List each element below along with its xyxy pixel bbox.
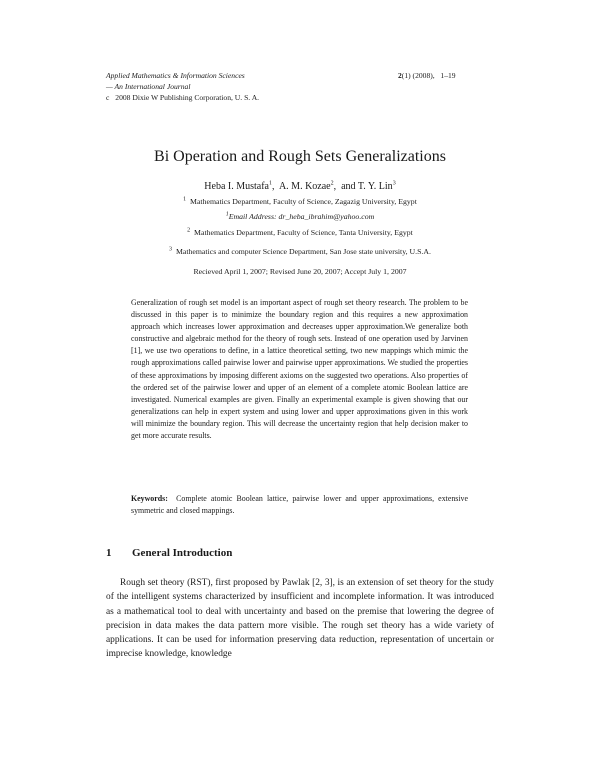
affiliation-2-sup: 2	[187, 227, 191, 234]
affiliation-1-sup: 1	[183, 196, 187, 203]
author-2: A. M. Kozae	[278, 181, 331, 192]
section-heading	[106, 547, 232, 559]
keywords-text: Complete atomic Boolean lattice, pairwise lower and upper approximations, extensive symmetric and closed mappings.	[131, 494, 468, 516]
email-line	[0, 212, 600, 221]
affiliation-3-text: Mathematics and computer Science Department, San Jose state university, U.S.A.	[175, 247, 431, 256]
issue-year: (1) (2008),	[401, 71, 435, 80]
journal-name: Applied Mathematics & Information Sciences	[106, 71, 245, 80]
page-range: 1–19	[440, 71, 456, 80]
email-sup: 1	[225, 211, 229, 218]
author-3: and T. Y. Lin	[341, 181, 393, 192]
received-dates: Recieved April 1, 2007; Revised June 20, 2007; Accept July 1, 2007	[193, 267, 407, 276]
author-3-sup: 3	[392, 180, 396, 187]
email-text: Email Address: dr_heba_ibrahim@yahoo.com	[228, 212, 375, 221]
section-body	[106, 576, 494, 662]
keywords-label: Keywords:	[131, 494, 168, 503]
affiliation-2	[0, 228, 600, 237]
volume-number: 2	[398, 71, 402, 80]
section-title: General Introduction	[132, 547, 233, 559]
volume-info	[398, 71, 456, 82]
affiliation-1-text: Mathematics Department, Faculty of Science, Zagazig University, Egypt	[190, 197, 417, 206]
abstract: Generalization of rough set model is an important aspect of rough set theory research. The problem to be discussed in this paper is to minimize the boundary region and this requires a new approximation approach which increases lower approximation and decreases upper approximation.We generalize both constructive and algebraic method for the theory of rough sets. Instead of one operation used by Jarvinen [1], we use two operations to define, in a lattice theoretical setting, two new mappings which mimic the rough approximations called pairwise lower and pairwise upper approximations. We studied the properties of these approximations by imposing different axioms on the suggested two operations. Also properties of the ordered set of the pairwise lower and upper of an element of a complete atomic Boolean lattice are investigated. Numerical examples are given. Finally an experimental example is given showing that our generalizations can help in expert system and using lower and upper approximations given in this work will minimize the boundary region. This will decrease the uncertainty region that help decision maker to get more accurate results.	[131, 298, 468, 441]
author-2-sup: 2	[330, 180, 334, 187]
copyright-line: c⃝2008 Dixie W Publishing Corporation, U. S. A.	[106, 93, 260, 102]
paper-title: Bi Operation and Rough Sets Generalizations	[154, 148, 446, 165]
affiliation-1	[0, 197, 600, 206]
affiliation-2-text: Mathematics Department, Faculty of Science, Tanta University, Egypt	[194, 228, 413, 237]
author-1: Heba I. Mustafa	[204, 181, 269, 192]
keywords	[131, 493, 468, 517]
intro-paragraph: Rough set theory (RST), first proposed by Pawlak [2, 3], is an extension of set theory for the study of the intelligent systems characterized by insufficient and incomplete information. It was introduced as a mathematical tool to deal with uncertainty and based on the premise that lowering the degree of precision in data makes the data pattern more visible. The rough set theory has a wide variety of applications. It can be used for information preserving data reduction, representation of uncertain or imprecise knowledge, knowledge	[106, 578, 494, 660]
author-1-sup: 1	[269, 180, 272, 187]
affiliation-3-sup: 3	[169, 246, 173, 253]
affiliation-3	[0, 247, 600, 256]
section-number: 1	[106, 547, 112, 559]
journal-subtitle: — An International Journal	[106, 82, 191, 91]
author-list: Heba I. Mustafa$^1$, A. M. Kozae$^2$, and T. Y. Lin$^3$	[204, 180, 396, 192]
